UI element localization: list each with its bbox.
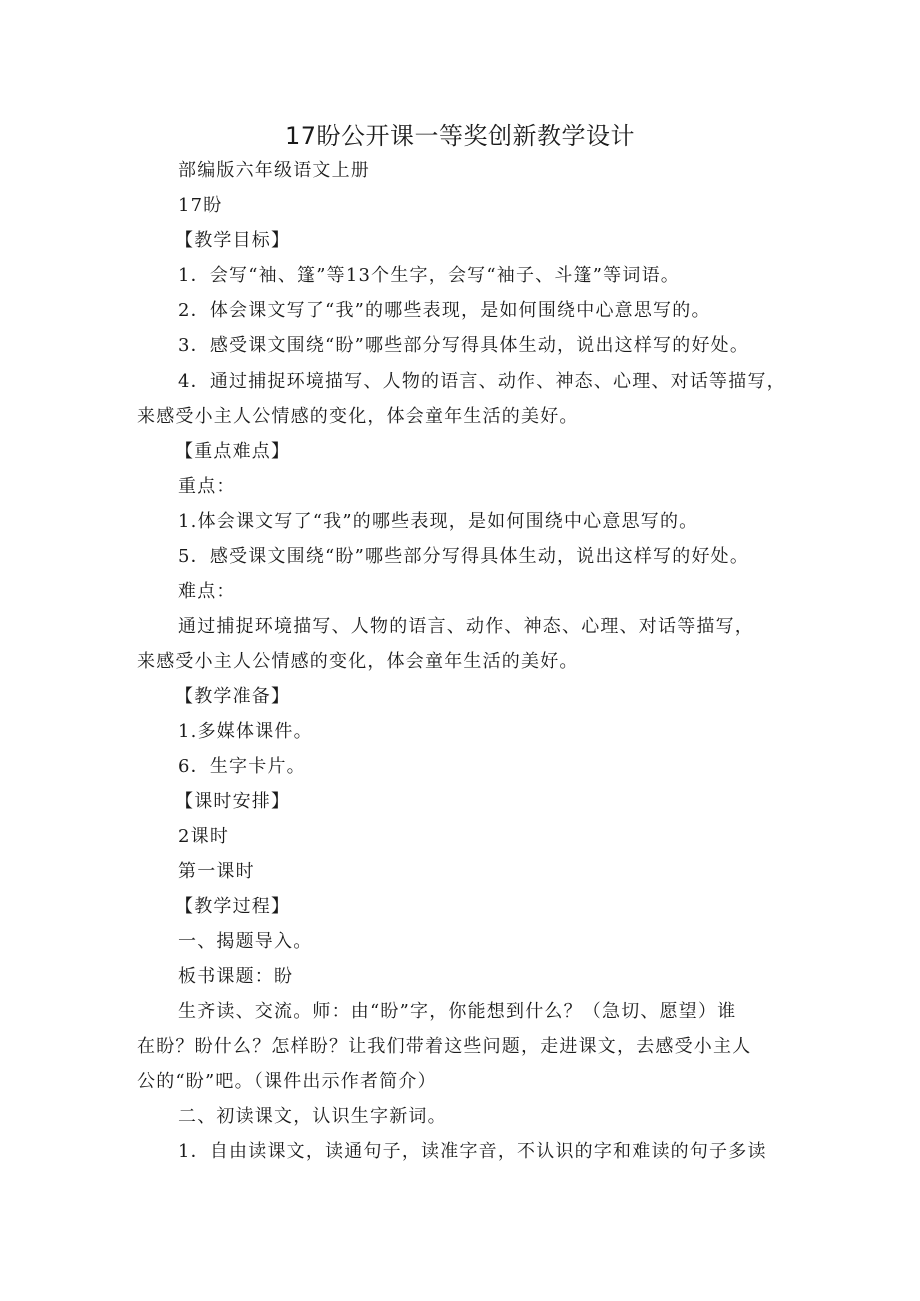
lesson-number: 17盼 xyxy=(178,195,223,216)
key-item-1: 1.体会课文写了“我”的哪些表现，是如何围绕中心意思写的。 xyxy=(178,511,699,532)
section-heading-key-points: 【重点难点】 xyxy=(175,441,291,462)
prep-item-2: 6．生字卡片。 xyxy=(178,756,306,777)
subtitle-grade: 部编版六年级语文上册 xyxy=(178,160,370,181)
section-heading-goals: 【教学目标】 xyxy=(175,230,291,251)
goal-item-4: 4．通过捕捉环境描写、人物的语言、动作、神态、心理、对话等描写， xyxy=(178,371,786,392)
goal-item-4-cont: 来感受小主人公情感的变化，体会童年生活的美好。 xyxy=(137,406,579,427)
document-title: 17盼公开课一等奖创新教学设计 xyxy=(284,122,636,150)
process-step-2: 二、初读课文，认识生字新词。 xyxy=(178,1106,447,1127)
process-step-1: 一、揭题导入。 xyxy=(178,931,313,952)
goal-item-3: 3．感受课文围绕“盼”哪些部分写得具体生动，说出这样写的好处。 xyxy=(178,335,750,356)
key-item-2: 5．感受课文围绕“盼”哪些部分写得具体生动，说出这样写的好处。 xyxy=(178,546,750,567)
section-heading-preparation: 【教学准备】 xyxy=(175,686,291,707)
prep-item-1: 1.多媒体课件。 xyxy=(178,721,313,742)
difficulty-text-cont: 来感受小主人公情感的变化，体会童年生活的美好。 xyxy=(137,651,579,672)
goal-item-2: 2．体会课文写了“我”的哪些表现，是如何围绕中心意思写的。 xyxy=(178,300,711,321)
process-step-2-item-1: 1．自由读课文，读通句子，读准字音，不认识的字和难读的句子多读 xyxy=(178,1141,767,1162)
paragraph-discussion: 生齐读、交流。师：由“盼”字，你能想到什么？（急切、愿望）谁 xyxy=(178,1001,737,1022)
paragraph-discussion-cont-1: 在盼？盼什么？怎样盼？让我们带着这些问题，走进课文，去感受小主人 xyxy=(137,1036,752,1057)
paragraph-discussion-cont-2: 公的“盼”吧。（课件出示作者简介） xyxy=(137,1071,437,1092)
goal-item-1: 1．会写“袖、篷”等13个生字，会写“袖子、斗篷”等词语。 xyxy=(178,265,680,286)
key-label: 重点： xyxy=(178,476,236,497)
difficulty-text: 通过捕捉环境描写、人物的语言、动作、神态、心理、对话等描写， xyxy=(178,616,754,637)
first-lesson-label: 第一课时 xyxy=(178,861,255,882)
schedule-hours: 2课时 xyxy=(178,826,230,847)
section-heading-process: 【教学过程】 xyxy=(175,896,291,917)
section-heading-schedule: 【课时安排】 xyxy=(175,791,291,812)
difficulty-label: 难点： xyxy=(178,581,236,602)
board-title: 板书课题：盼 xyxy=(178,966,294,987)
